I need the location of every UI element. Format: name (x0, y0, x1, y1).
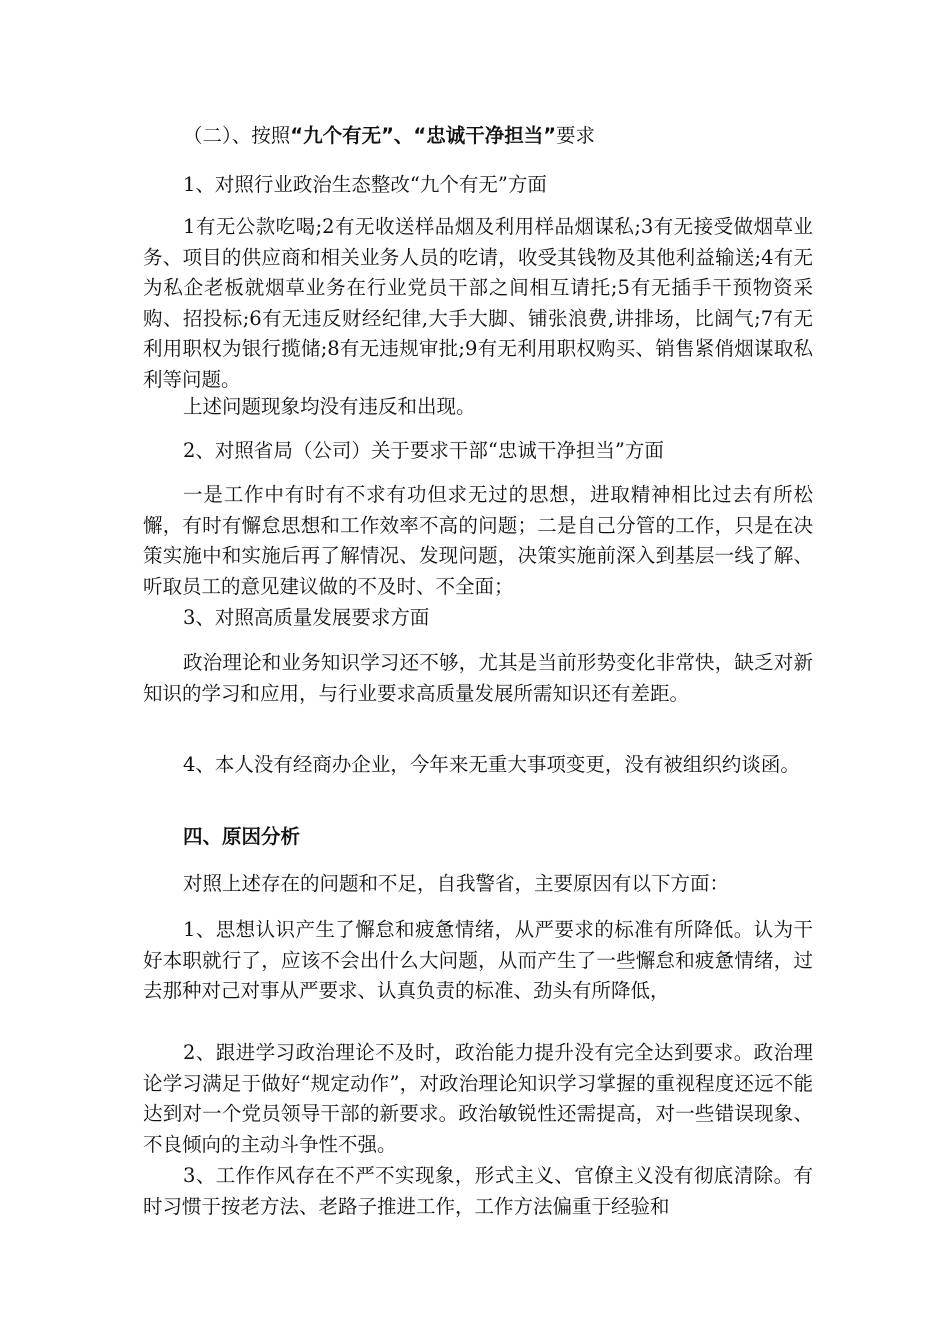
section-four-title: 四、原因分析 (183, 825, 301, 848)
cause2: 2、跟进学习政治理论不及时，政治能力提升没有完全达到要求。政治理论学习满足于做好“规定动作”，对政治理论知识学习掌握的重视程度还远不能达到对一个党员领导干部的新要求。政治敏锐性还需提高，对一些错误现象、不良倾向的主动斗争性不强。 (143, 1041, 813, 1156)
item1-title: 1、对照行业政治生态整改“九个有无”方面 (183, 173, 547, 196)
item1-body: 1有无公款吃喝;2有无收送样品烟及利用样品烟谋私;3有无接受做烟草业务、项目的供应商和相关业务人员的吃请，收受其钱物及其他利益输送;4有无为私企老板就烟草业务在行业党员干部之间相互请托;5有无插手干预物资采购、招投标;6有无违反财经纪律,大手大脚、铺张浪费,讲排场，比阔气;7有无利用职权为银行揽储;8有无违规审批;9有无利用职权购买、销售紧俏烟谋取私利等问题。 (143, 215, 813, 391)
item1-conclusion: 上述问题现象均没有违反和出现。 (183, 395, 476, 418)
item3-title: 3、对照高质量发展要求方面 (183, 606, 430, 629)
section-two-bold: “九个有无”、“忠诚干净担当” (290, 124, 557, 147)
section-four-intro: 对照上述存在的问题和不足，自我警省，主要原因有以下方面： (183, 872, 730, 895)
section-two-heading (143, 121, 813, 152)
item2-body: 一是工作中有时有不求有功但求无过的思想，进取精神相比过去有所松懈，有时有懈怠思想和工作效率不高的问题；二是自己分管的工作，只是在决策实施中和实施后再了解情况、发现问题，决策实施前深入到基层一线了解、听取员工的意见建议做的不及时、不全面； (143, 483, 813, 598)
item3-body: 政治理论和业务知识学习还不够，尤其是当前形势变化非常快，缺乏对新知识的学习和应用，与行业要求高质量发展所需知识还有差距。 (143, 651, 813, 705)
section-two-prefix: （二）、按照 (183, 124, 291, 147)
section-two-suffix: 要求 (556, 124, 596, 147)
cause1: 1、思想认识产生了懈怠和疲惫情绪，从严要求的标准有所降低。认为干好本职就行了，应该不会出什么大问题，从而产生了一些懈怠和疲惫情绪，过去那种对己对事从严要求、认真负责的标准、劲头有所降低， (143, 918, 813, 1002)
item4-body: 4、本人没有经商办企业，今年来无重大事项变更，没有被组织约谈函。 (183, 753, 800, 776)
item2-title: 2、对照省局（公司）关于要求干部“忠诚干净担当”方面 (183, 439, 664, 462)
cause3: 3、工作作风存在不严不实现象，形式主义、官僚主义没有彻底清除。有时习惯于按老方法、老路子推进工作，工作方法偏重于经验和 (143, 1164, 813, 1218)
